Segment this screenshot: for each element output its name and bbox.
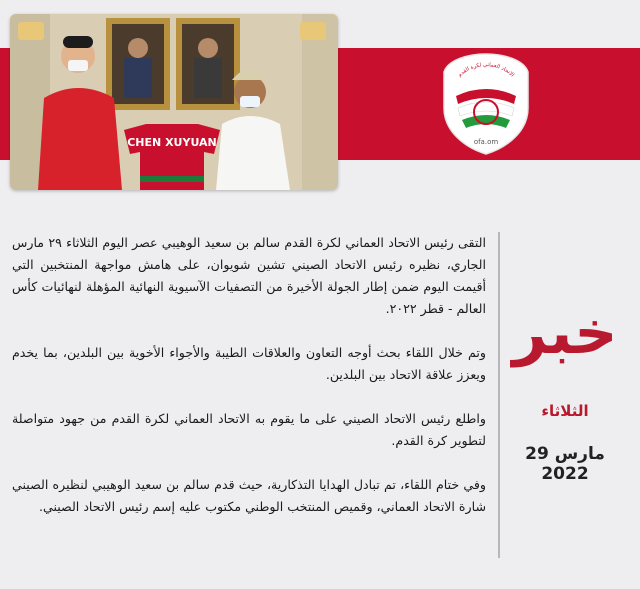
article-paragraph-4: وفي ختام اللقاء، تم تبادل الهدايا التذكارية، حيث قدم سالم بن سعيد الوهيبي لنظيره الصيني شارة الاتحاد العماني، وقميص المنتخب الوطني مكتوب عليه إسم رئيس الاتحاد الصيني. (12, 477, 486, 514)
article-body (12, 232, 486, 540)
news-headline: خبر (512, 298, 618, 368)
meeting-photo (10, 14, 338, 190)
date-label: 29 مارس 2022 (525, 444, 605, 484)
article-paragraph-3: واطلع رئيس الاتحاد الصيني على ما يقوم به الاتحاد العماني لكرة القدم من جهود متواصلة لتطوير كرة القدم. (12, 411, 486, 448)
ofa-shield-icon (440, 52, 532, 156)
oman-football-association-logo (440, 52, 532, 156)
jersey-name-text: CHEN XUYUAN (127, 136, 217, 149)
meeting-photo-illustration (10, 14, 338, 190)
day-label: الثلاثاء (541, 402, 589, 420)
logo-arc-text: الاتحاد العماني لكرة القدم (457, 62, 516, 79)
logo-website-text: ofa.om (473, 138, 499, 146)
article-paragraph-2: وتم خلال اللقاء بحث أوجه التعاون والعلاقات الطيبة والأجواء الأخوية بين البلدين، بما يخدم ويعزز علاقة الاتحاد بين البلدين. (12, 345, 486, 382)
article-paragraph-1: التقى رئيس الاتحاد العماني لكرة القدم سالم بن سعيد الوهيبي عصر اليوم الثلاثاء ٢٩ مارس الجاري، نظيره رئيس الاتحاد الصيني تشين شويوان، على هامش مواجهة المنتخبين التي أقيمت اليوم ضمن إطار الجولة الأخيرة من التصفيات الآسيوية النهائية المؤهلة لنهائيات كأس العالم - قطر ٢٠٢٢. (12, 235, 486, 316)
vertical-divider (498, 232, 500, 558)
